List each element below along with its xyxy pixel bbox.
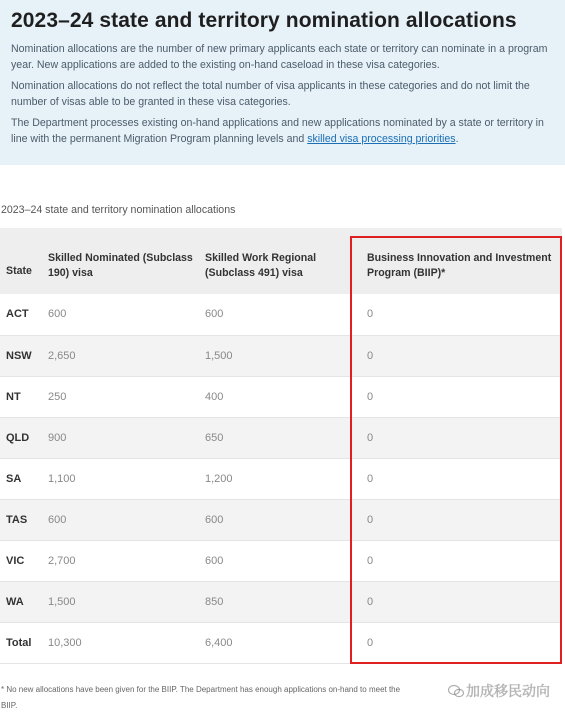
cell-491: 650 — [199, 417, 349, 458]
cell-491: 6,400 — [199, 622, 349, 663]
table-row-total — [0, 622, 562, 663]
footnote-line-2: BIIP. — [1, 701, 18, 710]
table-row — [0, 540, 562, 581]
cell-491: 600 — [199, 294, 349, 335]
header-subclass-190: Skilled Nominated (Subclass 190) visa — [42, 228, 199, 294]
cell-state: WA — [0, 581, 42, 622]
cell-state: NSW — [0, 335, 42, 376]
table-row — [0, 376, 562, 417]
cell-190: 900 — [42, 417, 199, 458]
cell-190: 600 — [42, 294, 199, 335]
cell-190: 600 — [42, 499, 199, 540]
cell-state: QLD — [0, 417, 42, 458]
table-row — [0, 294, 562, 335]
footnote-line-1: * No new allocations have been given for the BIIP. The Department has enough applications on-hand to meet the — [1, 685, 401, 694]
cell-state: ACT — [0, 294, 42, 335]
cell-190: 2,650 — [42, 335, 199, 376]
cell-190: 250 — [42, 376, 199, 417]
intro-paragraph-3-text: The Department processes existing on-hand applications and new applications nominated by a state or territory in line with the permanent Migration Program planning levels and — [11, 117, 544, 145]
cell-491: 1,500 — [199, 335, 349, 376]
cell-491: 850 — [199, 581, 349, 622]
cell-190: 1,100 — [42, 458, 199, 499]
page-title: 2023–24 state and territory nomination allocations — [11, 9, 517, 32]
watermark — [448, 681, 550, 701]
cell-biip: 0 — [349, 458, 562, 499]
intro-banner — [0, 0, 565, 165]
cell-491: 600 — [199, 499, 349, 540]
table-caption: 2023–24 state and territory nomination allocations — [1, 204, 236, 216]
intro-paragraph-3 — [11, 115, 555, 147]
cell-state: SA — [0, 458, 42, 499]
cell-biip: 0 — [349, 622, 562, 663]
header-state: State — [0, 228, 42, 294]
cell-190: 10,300 — [42, 622, 199, 663]
cell-biip: 0 — [349, 294, 562, 335]
cell-state: TAS — [0, 499, 42, 540]
cell-491: 1,200 — [199, 458, 349, 499]
header-biip: Business Innovation and Investment Program (BIIP)* — [349, 228, 562, 294]
cell-state: NT — [0, 376, 42, 417]
cell-491: 600 — [199, 540, 349, 581]
cell-190: 1,500 — [42, 581, 199, 622]
allocation-table — [0, 228, 562, 664]
cell-biip: 0 — [349, 335, 562, 376]
table-row — [0, 417, 562, 458]
processing-priorities-link[interactable]: skilled visa processing priorities — [307, 133, 456, 145]
table-header-row — [0, 228, 562, 294]
table-row — [0, 499, 562, 540]
watermark-text: 加成移民动向 — [466, 683, 550, 699]
cell-biip: 0 — [349, 417, 562, 458]
cell-190: 2,700 — [42, 540, 199, 581]
cell-biip: 0 — [349, 376, 562, 417]
cell-biip: 0 — [349, 540, 562, 581]
table-row — [0, 458, 562, 499]
cell-state: Total — [0, 622, 42, 663]
cell-491: 400 — [199, 376, 349, 417]
intro-paragraph-3-end: . — [455, 133, 459, 145]
cell-biip: 0 — [349, 499, 562, 540]
table-row — [0, 581, 562, 622]
cell-biip: 0 — [349, 581, 562, 622]
cell-state: VIC — [0, 540, 42, 581]
header-subclass-491: Skilled Work Regional (Subclass 491) visa — [199, 228, 349, 294]
intro-paragraph-2: Nomination allocations do not reflect the total number of visa applicants in these categories and do not limit the number of visas able to be granted in these visa categories. — [11, 80, 530, 108]
wechat-icon — [448, 684, 464, 698]
table-row — [0, 335, 562, 376]
intro-paragraph-1: Nomination allocations are the number of new primary applicants each state or territory can nominate in a program year. New applications are added to the existing on-hand caseload in these visa categories. — [11, 43, 548, 71]
